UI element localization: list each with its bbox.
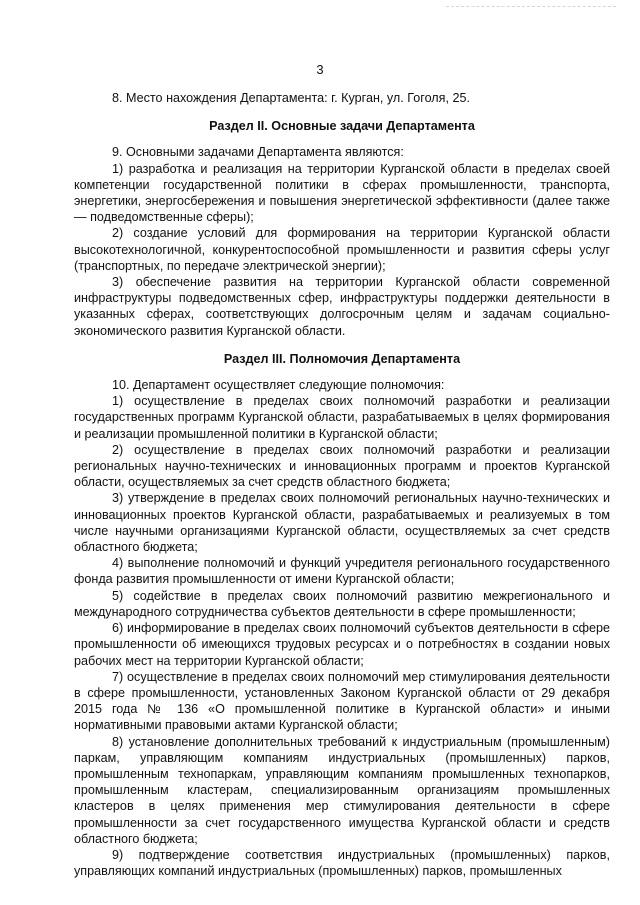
list-item: 2) создание условий для формирования на территории Курганской области высокотехнологичной, конкурентоспособной промышленности и развития сферы услуг (транспортных, по передаче электрической энергии); — [74, 226, 610, 273]
list-item: 3) обеспечение развития на территории Курганской области современной инфраструктуры подведомственных сфер, инфраструктуры поддержки деятельности в указанных сферах, соответствующих долгосрочным целям и задачам социально-экономического развития Курганской области. — [74, 275, 610, 338]
section-heading: Раздел III. Полномочия Департамента — [223, 351, 461, 366]
document-body — [74, 90, 610, 879]
section-heading: Раздел II. Основные задачи Департамента — [209, 119, 475, 134]
list-item: 2) осуществление в пределах своих полномочий разработки и реализации региональных научно-технических и инновационных программ и проектов Курганской области, осуществляемых за счет средств областного бюджета; — [74, 442, 610, 490]
paragraph: 8. Место нахождения Департамента: г. Курган, ул. Гоголя, 25. — [112, 91, 470, 105]
paragraph: 9. Основными задачами Департамента являются: — [112, 145, 404, 160]
list-item: 8) установление дополнительных требований к индустриальным (промышленным) паркам, управляющим компаниям индустриальных (промышленных) парков, промышленным технопаркам, управляющим компаниям промышленных технопарков, промышленным кластерам, специализированным организациям промышленных кластеров в целях применения мер стимулирования деятельности в сфере промышленности за счет государственного имущества Курганской области и средств областного бюджета; — [74, 734, 610, 846]
list-item: 6) информирование в пределах своих полномочий субъектов деятельности в сфере промышленности об имеющихся трудовых ресурсах и о потребностях в создании новых рабочих мест на территории Курганской области; — [74, 621, 610, 668]
list-item: 3) утверждение в пределах своих полномочий региональных научно-технических и инновационных проектов Курганской области, разрабатываемых и реализуемых в том числе научными организациями Курганской области, осуществляемых за счет средств областного бюджета; — [74, 491, 610, 555]
list-item: 7) осуществление в пределах своих полномочий мер стимулирования деятельности в сфере промышленности, установленных Законом Курганской области от 29 декабря 2015 года № 136 «О промышленной политике в Курганской области» и иными нормативными правовыми актами Курганской области; — [74, 669, 610, 733]
list-item: 4) выполнение полномочий и функций учредителя регионального государственного фонда развития промышленности от имени Курганской области; — [74, 556, 610, 587]
scan-artifact — [446, 6, 616, 11]
list-item: 1) осуществление в пределах своих полномочий разработки и реализации государственных программ Курганской области, разрабатываемых в целях формирования и реализации промышленной политики в Курганской области; — [74, 394, 610, 441]
paragraph: 10. Департамент осуществляет следующие полномочия: — [112, 378, 445, 393]
page-number: 3 — [316, 62, 324, 77]
list-item: 1) разработка и реализация на территории Курганской области в пределах своей компетенции государственной политики в сферах промышленности, транспорта, энергетики, энергосбережения и повышения энергетической эффективности (далее также — подведомственные сферы); — [74, 161, 610, 225]
list-item: 9) подтверждение соответствия индустриальных (промышленных) парков, управляющих компаний индустриальных (промышленных) парков, промышленных — [74, 847, 610, 879]
list-item: 5) содействие в пределах своих полномочий развитию межрегионального и международного сотрудничества субъектов деятельности в сфере промышленности; — [74, 588, 610, 619]
